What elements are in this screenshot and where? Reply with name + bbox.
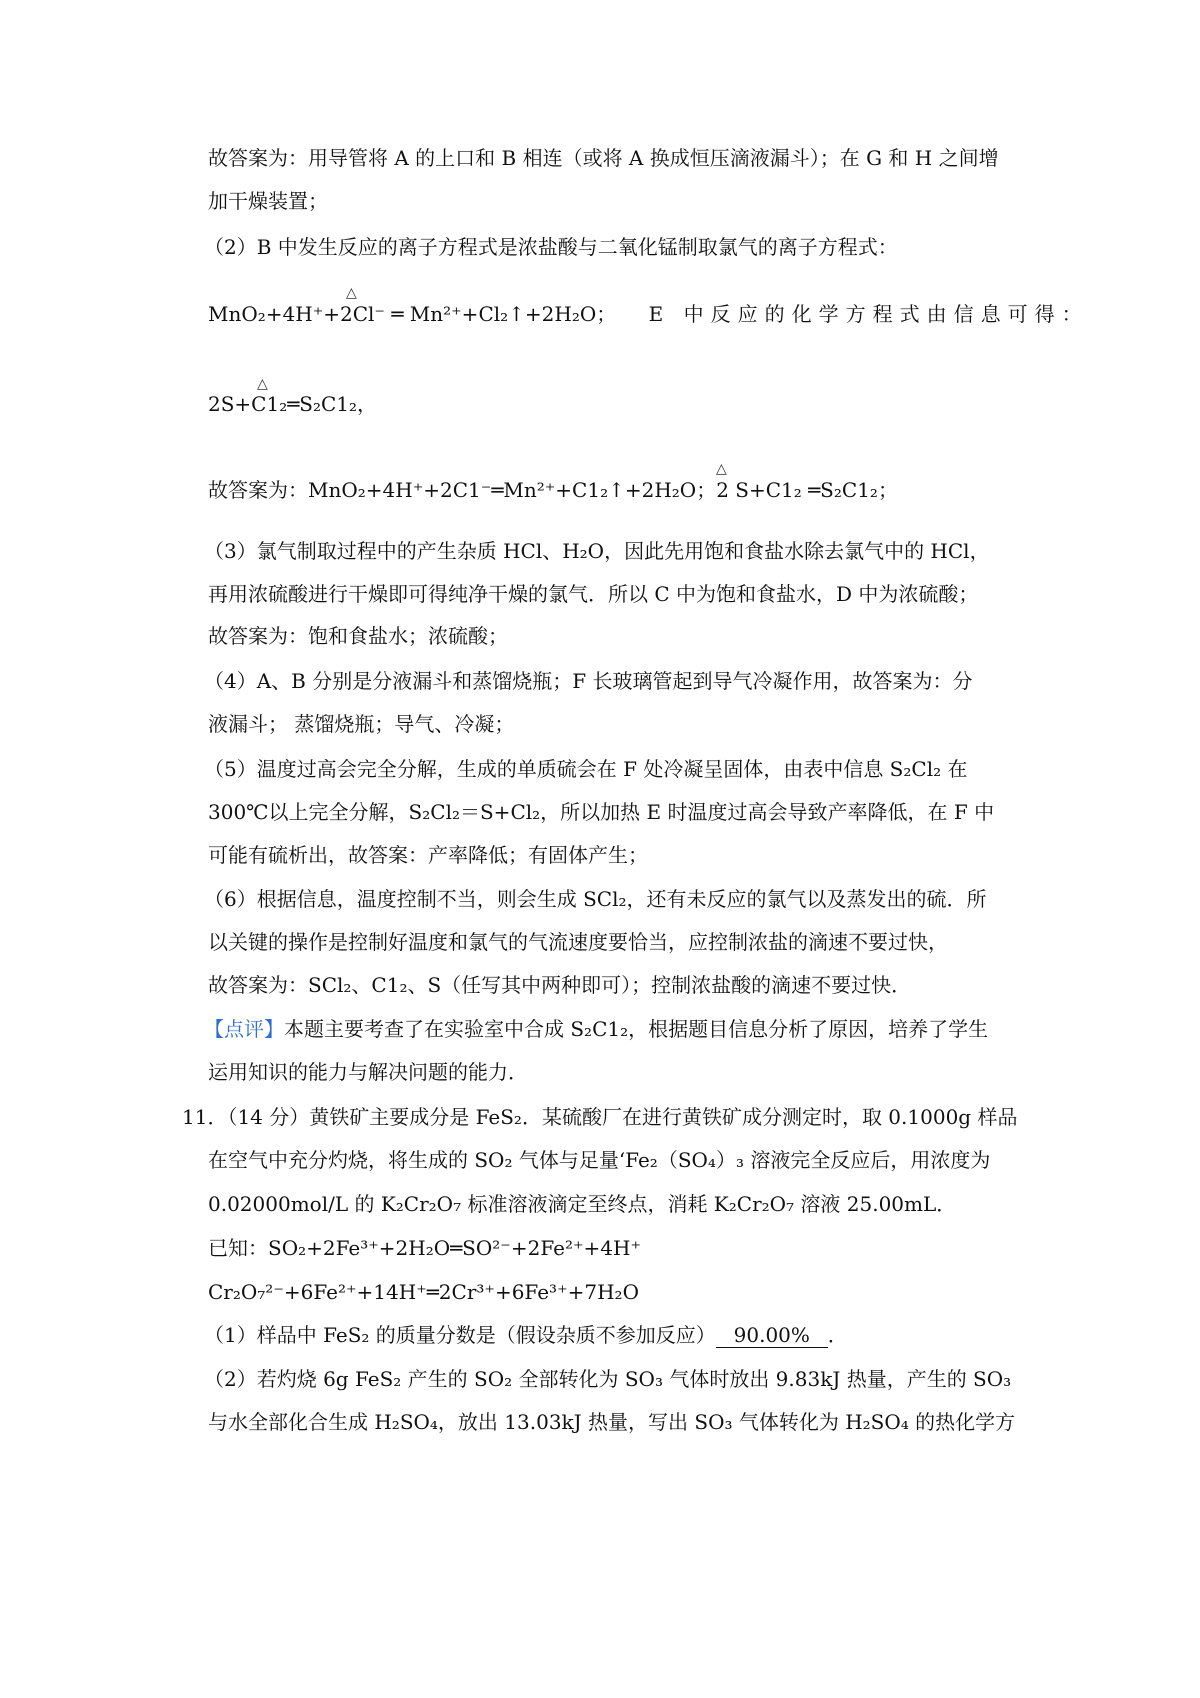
heat-symbol: △ <box>716 461 727 477</box>
answer-blank: 90.00% <box>716 1323 828 1348</box>
equation-line: 已知：SO₂+2Fe³⁺+2H₂O═SO²⁻+2Fe²⁺+4H⁺ <box>208 1236 641 1260</box>
text-line: （6）根据信息，温度控制不当，则会生成 SCl₂，还有未反应的氯气以及蒸发出的硫．所 <box>204 887 987 911</box>
question-11-line: 11．（14 分）黄铁矿主要成分是 FeS₂．某硫酸厂在进行黄铁矿成分测定时，取 0.1000g 样品 <box>182 1105 1018 1129</box>
comment-line <box>204 1017 988 1041</box>
equation: MnO₂+4H⁺+2Cl⁻ ═ Mn²⁺+Cl₂↑+2H₂O； <box>208 302 617 326</box>
text-line: 运用知识的能力与解决问题的能力． <box>208 1060 528 1084</box>
text-line: （2）若灼烧 6g FeS₂ 产生的 SO₂ 全部转化为 SO₃ 气体时放出 9.83kJ 热量，产生的 SO₃ <box>204 1367 1012 1391</box>
period: ． <box>827 1323 848 1347</box>
text-line: （2）B 中发生反应的离子方程式是浓盐酸与二氧化锰制取氯气的离子方程式： <box>204 235 898 259</box>
comment-text: 本题主要考查了在实验室中合成 S₂C1₂，根据题目信息分析了原因，培养了学生 <box>284 1017 989 1041</box>
text-line: 再用浓硫酸进行干燥即可得纯净干燥的氯气．所以 C 中为饱和食盐水，D 中为浓硫酸； <box>208 582 979 606</box>
equation-line <box>208 302 1089 326</box>
text-line: 以关键的操作是控制好温度和氯气的气流速度要恰当，应控制浓盐的滴速不要过快， <box>208 930 948 954</box>
subquestion-text: （1）样品中 FeS₂ 的质量分数是（假设杂质不参加反应） <box>204 1323 716 1347</box>
text-line: 在空气中充分灼烧，将生成的 SO₂ 气体与足量‘Fe₂（SO₄）₃ 溶液完全反应后，用浓度为 <box>208 1148 991 1172</box>
text-line: （4）A、B 分别是分液漏斗和蒸馏烧瓶；F 长玻璃管起到导气冷凝作用，故答案为：分 <box>204 669 973 693</box>
equation-line: Cr₂O₇²⁻+6Fe²⁺+14H⁺═2Cr³⁺+6Fe³⁺+7H₂O <box>208 1280 639 1304</box>
text-line: 故答案为：饱和食盐水；浓硫酸； <box>208 624 508 648</box>
text-segment: E 中反应的化学方程式由信息可得： <box>648 302 1089 326</box>
text-line: （5）温度过高会完全分解，生成的单质硫会在 F 处冷凝呈固体，由表中信息 S₂Cl₂ 在 <box>204 757 968 781</box>
subquestion-line <box>204 1323 848 1348</box>
text-line: 故答案为：SCl₂、C1₂、S（任写其中两种即可）；控制浓盐酸的滴速不要过快． <box>208 973 912 997</box>
text-line: 与水全部化合生成 H₂SO₄，放出 13.03kJ 热量，写出 SO₃ 气体转化为 H₂SO₄ 的热化学方 <box>208 1410 1016 1434</box>
comment-tag: 【点评】 <box>204 1017 284 1041</box>
text-line: 300℃以上完全分解，S₂Cl₂＝S+Cl₂，所以加热 E 时温度过高会导致产率降低，在 F 中 <box>208 800 995 824</box>
text-line: （3）氯气制取过程中的产生杂质 HCl、H₂O，因此先用饱和食盐水除去氯气中的 HCl， <box>204 539 990 563</box>
text-line: 液漏斗； 蒸馏烧瓶；导气、冷凝； <box>208 712 515 736</box>
heat-symbol: △ <box>257 376 268 392</box>
equation-line: 2S+C1₂═S₂C1₂， <box>208 392 378 416</box>
text-line: 故答案为：用导管将 A 的上口和 B 相连（或将 A 换成恒压滴液漏斗）；在 G 和 H 之间增 <box>208 146 999 170</box>
text-line: 加干燥装置； <box>208 189 328 213</box>
text-line: 0.02000mol/L 的 K₂Cr₂O₇ 标准溶液滴定至终点，消耗 K₂Cr₂O₇ 溶液 25.00mL． <box>208 1192 957 1216</box>
equation-line: 故答案为：MnO₂+4H⁺+2C1⁻═Mn²⁺+C1₂↑+2H₂O；2 S+C1₂ ═S₂C1₂； <box>208 478 898 502</box>
heat-symbol: △ <box>346 285 357 301</box>
text-line: 可能有硫析出，故答案：产率降低；有固体产生； <box>208 843 648 867</box>
